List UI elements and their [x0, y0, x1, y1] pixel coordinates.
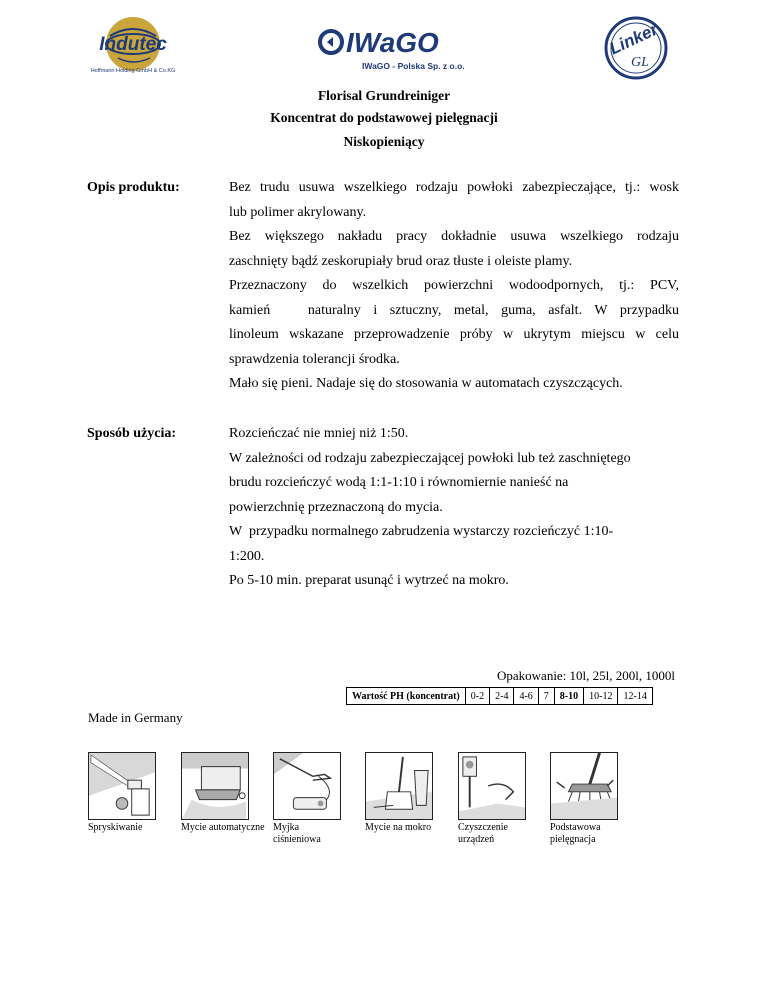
- indutec-logo: [78, 14, 188, 78]
- usage-line: powierzchnię przeznaczoną do mycia.: [229, 499, 443, 515]
- pictogram-caption: Czyszczenie urządzeń: [458, 822, 508, 845]
- usage-line: 1:200.: [229, 548, 265, 564]
- usage-line: brudu rozcieńczyć wodą 1:1-1:10 i równomiernie nanieść na: [229, 475, 569, 490]
- indutec-tagline: Hoffmann Holding GmbH & Co.KG: [90, 68, 176, 74]
- description-line: linoleum wskazane przeprowadzenie próby w ukrytym miejscu w celu: [229, 327, 679, 342]
- ph-range: 10-12: [584, 688, 618, 705]
- device-cleaning-icon: [458, 752, 526, 820]
- packaging-info: Opakowanie: 10l, 25l, 200l, 1000l: [497, 668, 676, 683]
- ph-range: 0-2: [465, 688, 489, 705]
- spray-bottle-icon: [88, 752, 156, 820]
- linker-logo: [596, 12, 674, 82]
- iwago-name: IWaGO: [346, 27, 439, 58]
- description-line: kamień naturalny i sztuczny, metal, guma, asfalt. W przypadku: [229, 302, 679, 318]
- usage-label: Sposób użycia:: [87, 426, 177, 441]
- description-text: [229, 176, 679, 397]
- usage-line: Po 5-10 min. preparat usunąć i wytrzeć na mokro.: [229, 573, 509, 588]
- basic-care-icon: [550, 752, 618, 820]
- description-label: Opis produktu:: [87, 180, 180, 195]
- ph-label: Wartość PH (koncentrat): [347, 688, 466, 705]
- ph-range: 4-6: [514, 688, 538, 705]
- pictogram-caption: Spryskiwanie: [88, 822, 143, 833]
- description-line: lub polimer akrylowany.: [229, 204, 367, 220]
- ph-range: 8-10: [554, 688, 583, 705]
- pictogram-caption: Mycie na mokro: [365, 822, 432, 833]
- ph-range: 12-14: [618, 688, 652, 705]
- pictogram-caption: Myjka ciśnieniowa: [273, 822, 321, 845]
- ph-range: 7: [538, 688, 554, 705]
- iwago-logo: [318, 25, 468, 75]
- wet-mop-icon: [365, 752, 433, 820]
- product-title: Florisal Grundreiniger: [317, 88, 451, 103]
- description-line: sprawdzenia tolerancji środka.: [229, 351, 400, 367]
- description-line: Bez większego nakładu pracy dokładnie usuwa wszelkiego rodzaju: [229, 229, 679, 244]
- pressure-washer-icon: [273, 752, 341, 820]
- indutec-name: Indutec: [99, 34, 167, 55]
- floor-machine-icon: [181, 752, 249, 820]
- usage-line: Rozcieńczać nie mniej niż 1:50.: [229, 426, 409, 441]
- product-subtitle: Koncentrat do podstawowej pielęgnacji: [270, 110, 498, 125]
- ph-range: 2-4: [490, 688, 514, 705]
- usage-line: W zależności od rodzaju zabezpieczającej powłoki lub też zaschniętego: [229, 450, 631, 466]
- pictogram-caption: Mycie automatyczne: [181, 822, 265, 833]
- pictogram-caption: Podstawowa pielęgnacja: [550, 822, 601, 845]
- product-feature: Niskopieniący: [343, 134, 425, 149]
- usage-line: W przypadku normalnego zabrudzenia wystarczy rozcieńczyć 1:10-: [229, 524, 614, 539]
- description-line: Mało się pieni. Nadaje się do stosowania w automatach czyszczących.: [229, 376, 623, 391]
- linker-mark: GL: [631, 55, 649, 70]
- description-line: Bez trudu usuwa wszelkiego rodzaju powłoki zabezpieczające, tj.: wosk: [229, 180, 679, 195]
- iwago-subtitle: IWaGO - Polska Sp. z o.o.: [362, 61, 465, 71]
- origin-label: Made in Germany: [88, 710, 183, 725]
- description-line: zaschnięty bądź zeskorupiały brud oraz tłuste i oleiste plamy.: [229, 253, 573, 269]
- ph-table: [346, 687, 653, 705]
- usage-text: [229, 422, 679, 594]
- description-line: Przeznaczony do wszelkich powierzchni wodoodpornych, tj.: PCV,: [229, 278, 679, 293]
- linker-name: Linker: [606, 19, 661, 59]
